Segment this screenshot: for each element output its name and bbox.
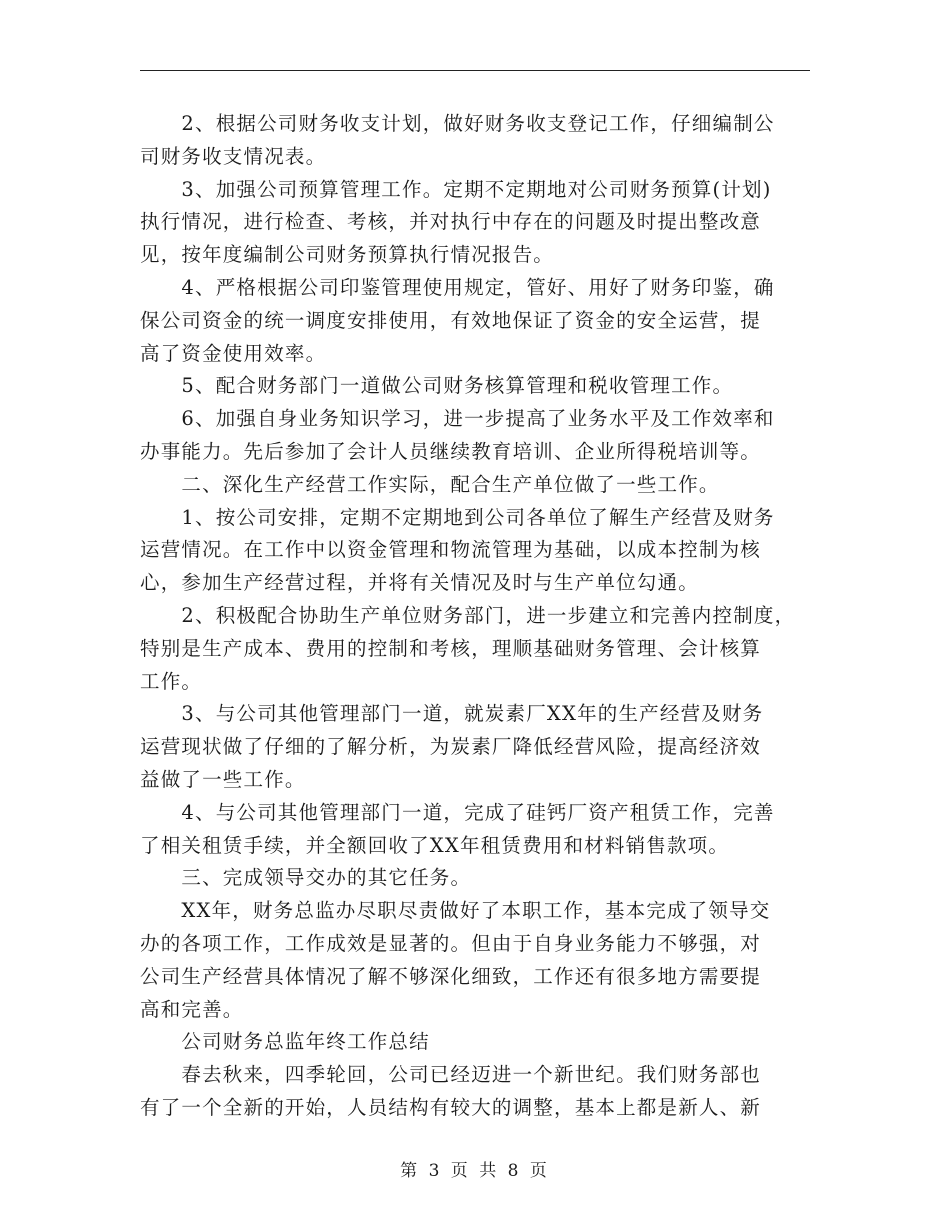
paragraph [140,698,820,796]
text-line: 2、积极配合协助生产单位财务部门，进一步建立和完善内控制度， [140,603,796,627]
text-line: 5、配合财务部门一道做公司财务核算管理和税收管理工作。 [140,374,734,398]
text-line: 4、严格根据公司印鉴管理使用规定，管好、用好了财务印鉴，确 [140,275,775,299]
paragraph [140,174,820,272]
paragraph [140,469,820,502]
text-line: XX年，财务总监办尽职尽责做好了本职工作，基本完成了领导交 [140,899,771,923]
text-line: 二、深化生产经营工作实际，配合生产单位做了一些工作。 [140,472,720,496]
text-line: 办的各项工作，工作成效是显著的。但由于自身业务能力不够强，对 [140,931,762,955]
text-line: 1、按公司安排，定期不定期地到公司各单位了解生产经营及财务 [140,505,775,529]
paragraph [140,797,820,863]
text-line: 公司财务总监年终工作总结 [140,1030,430,1054]
page-footer: 第 3 页 共 8 页 [400,1161,550,1181]
document-body [140,108,820,1125]
paragraph [140,1059,820,1125]
text-line: 春去秋来，四季轮回，公司已经迈进一个新世纪。我们财务部也 [140,1063,762,1087]
text-line: 益做了一些工作。 [140,767,306,791]
text-line: 见，按年度编制公司财务预算执行情况报告。 [140,243,555,267]
paragraph [140,272,820,370]
text-line: 执行情况，进行检查、考核，并对执行中存在的问题及时提出整改意 [140,210,762,234]
text-line: 运营现状做了仔细的了解分析，为炭素厂降低经营风险，提高经济效 [140,735,762,759]
text-line: 6、加强自身业务知识学习，进一步提高了业务水平及工作效率和 [140,407,775,431]
text-line: 有了一个全新的开始，人员结构有较大的调整，基本上都是新人、新 [140,1095,762,1119]
text-line: 运营情况。在工作中以资金管理和物流管理为基础，以成本控制为核 [140,538,762,562]
text-line: 了相关租赁手续，并全额回收了XX年租赁费用和材料销售款项。 [140,833,730,857]
text-line: 特别是生产成本、费用的控制和考核，理顺基础财务管理、会计核算 [140,636,762,660]
text-line: 工作。 [140,669,203,693]
text-line: 3、与公司其他管理部门一道，就炭素厂XX年的生产经营及财务 [140,702,764,726]
text-line: 办事能力。先后参加了会计人员继续教育培训、企业所得税培训等。 [140,439,762,463]
text-line: 三、完成领导交办的其它任务。 [140,866,472,890]
text-line: 3、加强公司预算管理工作。定期不定期地对公司财务预算(计划) [140,177,772,201]
header-rule [140,70,810,71]
text-line: 4、与公司其他管理部门一道，完成了硅钙厂资产租赁工作，完善 [140,800,775,824]
text-line: 保公司资金的统一调度安排使用，有效地保证了资金的安全运营，提 [140,308,762,332]
paragraph [140,370,820,403]
paragraph [140,1026,820,1059]
paragraph [140,502,820,600]
text-line: 公司生产经营具体情况了解不够深化细致，工作还有很多地方需要提 [140,964,762,988]
paragraph [140,600,820,698]
text-line: 高和完善。 [140,997,244,1021]
text-line: 高了资金使用效率。 [140,341,327,365]
text-line: 心，参加生产经营过程，并将有关情况及时与生产单位勾通。 [140,571,699,595]
paragraph [140,403,820,469]
paragraph [140,862,820,895]
paragraph [140,108,820,174]
paragraph [140,895,820,1026]
text-line: 司财务收支情况表。 [140,144,327,168]
text-line: 2、根据公司财务收支计划，做好财务收支登记工作，仔细编制公 [140,112,775,135]
